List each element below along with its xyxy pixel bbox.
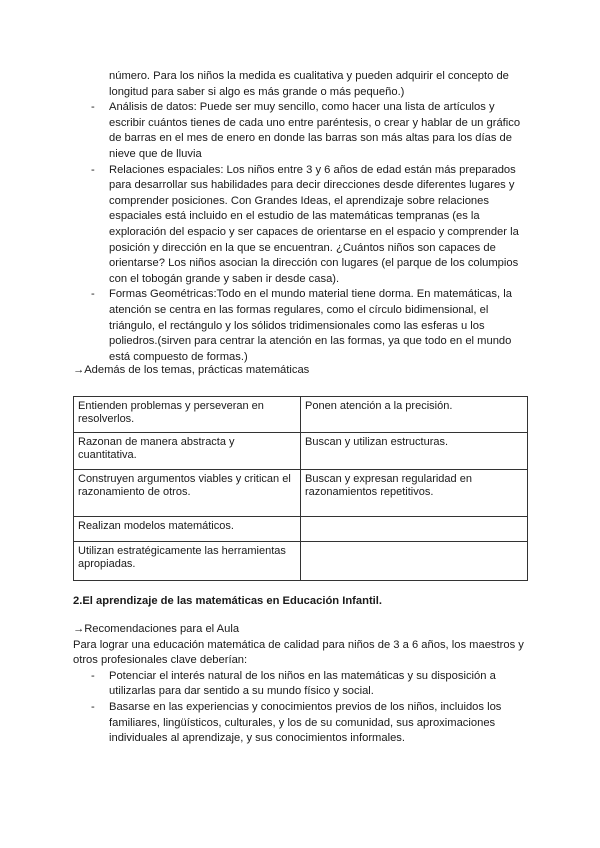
list-item bbox=[73, 287, 533, 365]
bullet-dash: - bbox=[91, 101, 95, 114]
bullet-dash: - bbox=[91, 288, 95, 301]
bullet-text: Relaciones espaciales: Los niños entre 3 y 6 años de edad están más preparados para desarrollar sus habilidades para decir direcciones desde diferentes lugares y comprender posiciones. Con Grandes Ideas, el aprendizaje sobre relaciones espaciales está incluido en el estudio de las matemáticas tempranas (es la exploración del espacio y ser capaces de orientarse en el espacio y comprender la posición y dirección en la que se encuentran. ¿Cuántos niños son capaces de orientarse? Los niños asocian la dirección con lugares (el parque de los columpios con el tobogán grande y saben ir desde casa). bbox=[109, 163, 519, 285]
table-cell: Realizan modelos matemáticos. bbox=[74, 517, 301, 542]
table-row bbox=[74, 433, 528, 470]
bullet-text: Basarse en las experiencias y conocimientos previos de los niños, incluidos los familiares, lingüísticos, culturales, y los de su comunidad, sus aproximaciones individuales al aprendizaje, y sus conocimientos informales. bbox=[109, 700, 502, 745]
table-row bbox=[74, 542, 528, 581]
table-cell: Entienden problemas y perseveran en resolverlos. bbox=[74, 397, 301, 433]
list-item bbox=[73, 163, 533, 288]
top-section bbox=[73, 69, 533, 365]
bullet-dash: - bbox=[91, 669, 95, 682]
table-cell: Construyen argumentos viables y critican el razonamiento de otros. bbox=[74, 470, 301, 517]
recommendations-section bbox=[73, 622, 533, 747]
table-cell: Razonan de manera abstracta y cuantitativa. bbox=[74, 433, 301, 470]
topics-list bbox=[73, 100, 533, 365]
table-row bbox=[74, 517, 528, 542]
table-cell bbox=[301, 517, 528, 542]
table-cell: Buscan y expresan regularidad en razonamientos repetitivos. bbox=[301, 470, 528, 517]
intro-continuation: número. Para los niños la medida es cualitativa y pueden adquirir el concepto de longitud para saber si algo es más grande o más pequeño.) bbox=[109, 70, 509, 98]
table-row bbox=[74, 470, 528, 517]
bullet-text: Formas Geométricas:Todo en el mundo material tiene dorma. En matemáticas, la atención se centra en las formas regulares, como el círculo bidimensional, el triángulo, el rectángulo y los sólidos tridimensionales como las esferas u los poliedros.(sirven para centrar la atención en las formas, ya que todo en el mundo está compuesto de formas.) bbox=[109, 288, 512, 363]
list-item bbox=[73, 669, 533, 700]
table-cell bbox=[301, 542, 528, 581]
recommendations-paragraph: Para lograr una educación matemática de calidad para niños de 3 a 6 años, los maestros y otros profesionales clave deberían: bbox=[73, 638, 524, 667]
section-heading: 2.El aprendizaje de las matemáticas en Educación Infantil. bbox=[73, 595, 383, 607]
recommendations-list bbox=[73, 669, 533, 747]
practices-table bbox=[73, 396, 528, 581]
list-item bbox=[73, 100, 533, 162]
list-item bbox=[73, 700, 533, 747]
table-cell: Ponen atención a la precisión. bbox=[301, 397, 528, 433]
bullet-dash: - bbox=[91, 163, 95, 176]
table-row bbox=[74, 397, 528, 433]
recommendations-intro: →Recomendaciones para el Aula bbox=[73, 623, 240, 635]
bullet-text: Análisis de datos: Puede ser muy sencillo, como hacer una lista de artículos y escribir cuántos tienes de cada uno entre paréntesis, o crear y hablar de un gráfico de barras en el mes de enero en donde las barras son más altas para los días de nieve que de lluvia bbox=[109, 101, 521, 160]
table-cell: Buscan y utilizan estructuras. bbox=[301, 433, 528, 470]
table-cell: Utilizan estratégicamente las herramientas apropiadas. bbox=[74, 542, 301, 581]
practices-intro: →Además de los temas, prácticas matemáticas bbox=[73, 364, 310, 376]
bullet-dash: - bbox=[91, 700, 95, 713]
bullet-text: Potenciar el interés natural de los niños en las matemáticas y su disposición a utilizarlas para dar sentido a su mundo físico y social. bbox=[109, 669, 496, 698]
